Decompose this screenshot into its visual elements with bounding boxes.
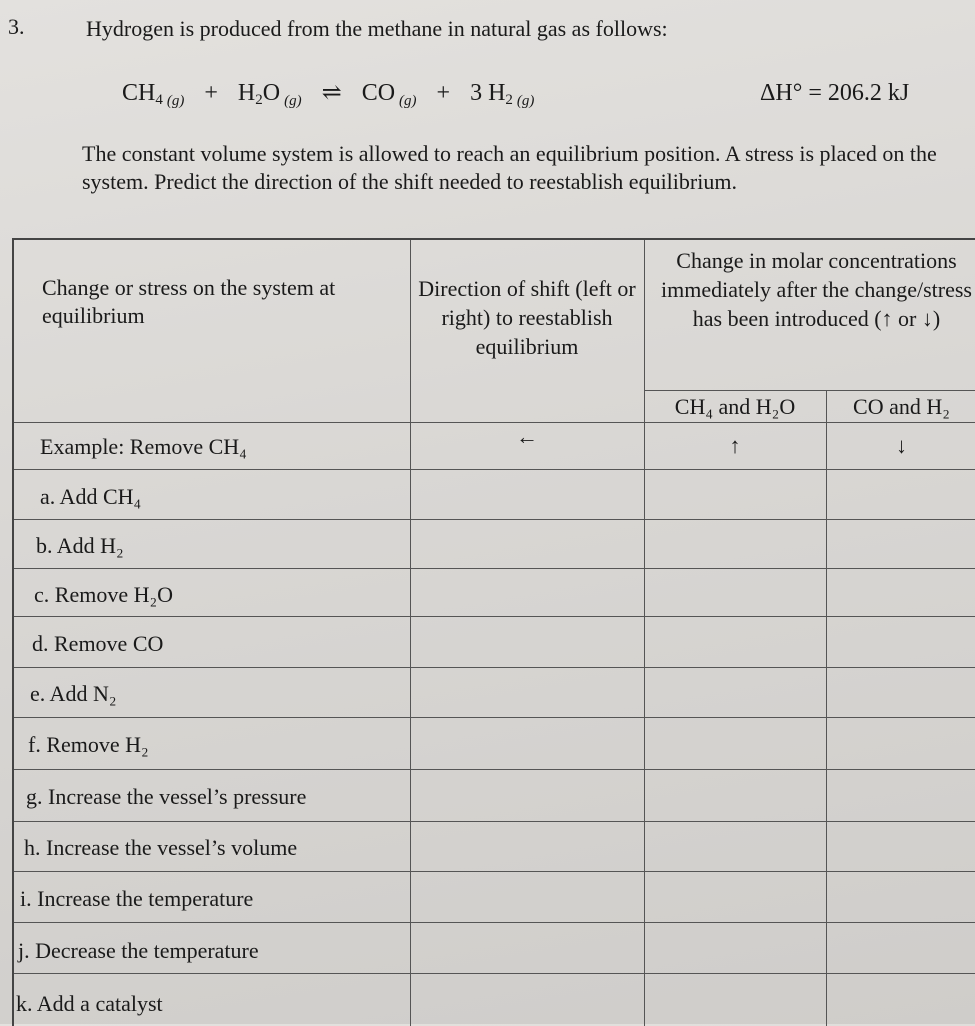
instructions-paragraph: The constant volume system is allowed to reach an equilibrium position. A stress is placed on the system. Predict the direction of the shift needed to reestablish equilibrium. (82, 141, 937, 194)
row-label: e. Add N₂ (30, 681, 117, 706)
row-label: a. Add CH₄ (40, 484, 142, 509)
header-direction: Direction of shift (left or right) to reestablish equilibrium (418, 276, 636, 359)
row-divider (14, 422, 975, 423)
row-divider (14, 922, 975, 923)
row-divider (14, 667, 975, 668)
question-intro: Hydrogen is produced from the methane in natural gas as follows: (86, 16, 668, 41)
row-divider (14, 568, 975, 569)
product-co: CO $_{(g)}$ (361, 80, 417, 109)
column-divider (826, 390, 827, 1026)
header-stress: Change or stress on the system at equilibrium (42, 275, 336, 328)
row-divider (14, 519, 975, 520)
row-label: j. Decrease the temperature (18, 938, 259, 963)
example-up-arrow: ↑ (729, 433, 741, 458)
plus-sign: + (204, 80, 218, 106)
reactant-ch4: $CH_4$ $_{(g)}$ (122, 80, 185, 109)
row-divider (14, 769, 975, 770)
row-divider (14, 717, 975, 718)
row-label: h. Increase the vessel’s volume (24, 835, 298, 860)
plus-sign: + (436, 80, 451, 106)
column-divider (410, 240, 411, 1026)
row-label: g. Increase the vessel’s pressure (26, 784, 307, 809)
subheader-ch4-h2o: CH₄ and H₂O (674, 394, 796, 419)
row-divider (14, 871, 975, 872)
row-divider (644, 390, 975, 391)
row-divider (14, 616, 975, 617)
product-h2: 3 $H_2$ $_{(g)}$ (470, 80, 535, 109)
question-number: 3. (8, 14, 25, 39)
header-concentration-change: Change in molar concentrations immediately after the change/stress has been introduced (↑ or ↓) (661, 248, 972, 331)
enthalpy-value: ΔH° = 206.2 kJ (760, 80, 910, 106)
row-divider (14, 821, 975, 822)
row-divider (14, 469, 975, 470)
row-label: i. Increase the temperature (20, 886, 254, 911)
row-label: c. Remove H₂O (34, 582, 174, 607)
row-divider (14, 973, 975, 974)
column-divider (644, 240, 645, 1026)
reactant-h2o: $H_2O$ $_{(g)}$ (237, 80, 302, 109)
equilibrium-arrow: ⇌ (321, 80, 342, 106)
le-chatelier-table (12, 238, 975, 1026)
row-label: f. Remove H₂ (28, 732, 149, 757)
subheader-co-h2: CO and H₂ (853, 394, 950, 419)
row-label: b. Add H₂ (36, 533, 124, 558)
row-label: k. Add a catalyst (16, 991, 163, 1016)
chemical-equation (122, 78, 534, 110)
example-down-arrow: ↓ (896, 433, 907, 458)
example-row-label: Example: Remove CH₄ (40, 434, 247, 459)
row-label: d. Remove CO (32, 631, 164, 656)
example-direction-arrow: ← (516, 424, 538, 449)
